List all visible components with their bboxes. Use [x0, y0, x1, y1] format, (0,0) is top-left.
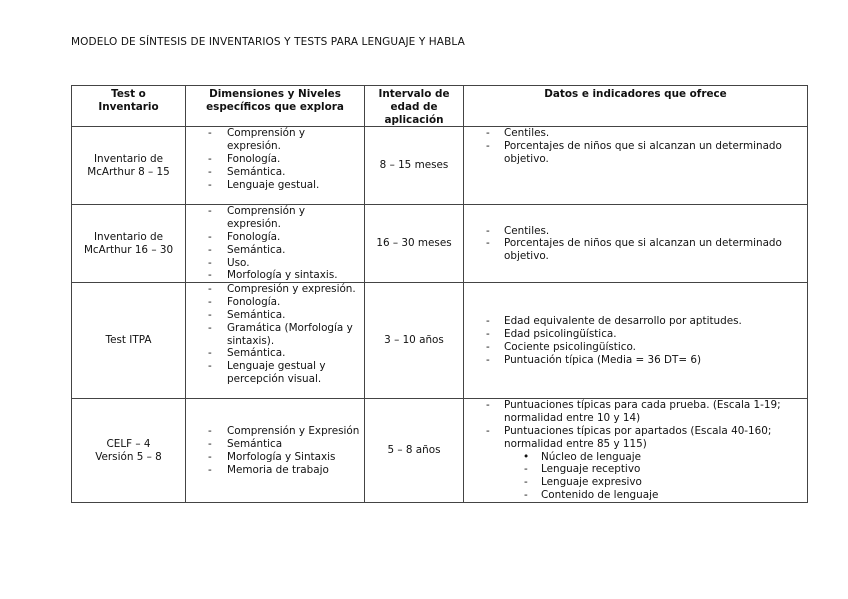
list-item: - Lenguaje gestual. [186, 179, 360, 192]
list-item: - Edad equivalente de desarrollo por aptitudes. [464, 315, 803, 328]
age-range: 16 – 30 meses [365, 205, 464, 283]
list-item: - Comprensión y expresión. [186, 127, 360, 153]
dimensions-cell [186, 205, 365, 283]
list-item: - Fonología. [186, 153, 360, 166]
dimensions-cell [186, 127, 365, 205]
data-cell [464, 399, 808, 503]
test-name: Inventario de McArthur 8 – 15 [72, 127, 186, 205]
list-item: - Comprensión y expresión. [186, 205, 360, 231]
list-item: - Semántica. [186, 166, 360, 179]
sub-list [504, 451, 803, 502]
test-name: Test ITPA [72, 283, 186, 399]
list-item: - Comprensión y Expresión [186, 425, 360, 438]
table-row [72, 399, 808, 503]
list-item: - Semántica. [186, 309, 360, 322]
dimensions-cell [186, 283, 365, 399]
document-title: MODELO DE SÍNTESIS DE INVENTARIOS Y TESTS PARA LENGUAJE Y HABLA [71, 36, 465, 48]
table-row [72, 283, 808, 399]
header-dimensions: Dimensiones y Niveles específicos que explora [186, 86, 365, 127]
header-test: Test o Inventario [72, 86, 186, 127]
list-item: - Puntuación típica (Media = 36 DT= 6) [464, 354, 803, 367]
list-item: - Morfología y Sintaxis [186, 451, 360, 464]
table-row [72, 127, 808, 205]
list-item: - Fonología. [186, 231, 360, 244]
sub-list-item: - Contenido de lenguaje [464, 489, 803, 502]
list-item: - Semántica. [186, 347, 360, 360]
data-cell [464, 127, 808, 205]
list-item: - Porcentajes de niños que si alcanzan un determinado objetivo. [464, 237, 803, 263]
sub-list-item: - Lenguaje receptivo [464, 463, 803, 476]
list-item: - Lenguaje gestual y percepción visual. [186, 360, 360, 386]
header-data: Datos e indicadores que ofrece [464, 86, 808, 127]
list-item: - Centiles. [464, 127, 803, 140]
list-item: - Semántica [186, 438, 360, 451]
header-age-range: Intervalo de edad de aplicación [365, 86, 464, 127]
table-header-row [72, 86, 808, 127]
data-cell [464, 283, 808, 399]
list-item: - Puntuaciones típicas por apartados (Escala 40-160; normalidad entre 85 y 115) • Núcleo de lenguaje - Lenguaje receptivo - Lenguaje expresivo - Contenido de lenguaje [464, 425, 803, 502]
list-item: - Edad psicolingüística. [464, 328, 803, 341]
list-item: - Compresión y expresión. [186, 283, 360, 296]
list-item: - Puntuaciones típicas para cada prueba. (Escala 1-19; normalidad entre 10 y 14) [464, 399, 803, 425]
age-range: 8 – 15 meses [365, 127, 464, 205]
list-item: - Semántica. [186, 244, 360, 257]
test-name: CELF – 4 Versión 5 – 8 [72, 399, 186, 503]
list-item: - Memoria de trabajo [186, 464, 360, 477]
age-range: 3 – 10 años [365, 283, 464, 399]
test-name: Inventario de McArthur 16 – 30 [72, 205, 186, 283]
sub-list-item: • Núcleo de lenguaje [464, 451, 803, 464]
synthesis-table [71, 85, 808, 503]
table-row [72, 205, 808, 283]
dimensions-cell [186, 399, 365, 503]
list-item: - Fonología. [186, 296, 360, 309]
list-item: - Morfología y sintaxis. [186, 269, 360, 282]
list-item: - Porcentajes de niños que si alcanzan un determinado objetivo. [464, 140, 803, 166]
age-range: 5 – 8 años [365, 399, 464, 503]
list-item: - Uso. [186, 257, 360, 270]
list-item: - Centiles. [464, 225, 803, 238]
data-cell [464, 205, 808, 283]
list-item: - Cociente psicolingüístico. [464, 341, 803, 354]
sub-list-item: - Lenguaje expresivo [464, 476, 803, 489]
list-item: - Gramática (Morfología y sintaxis). [186, 322, 360, 348]
